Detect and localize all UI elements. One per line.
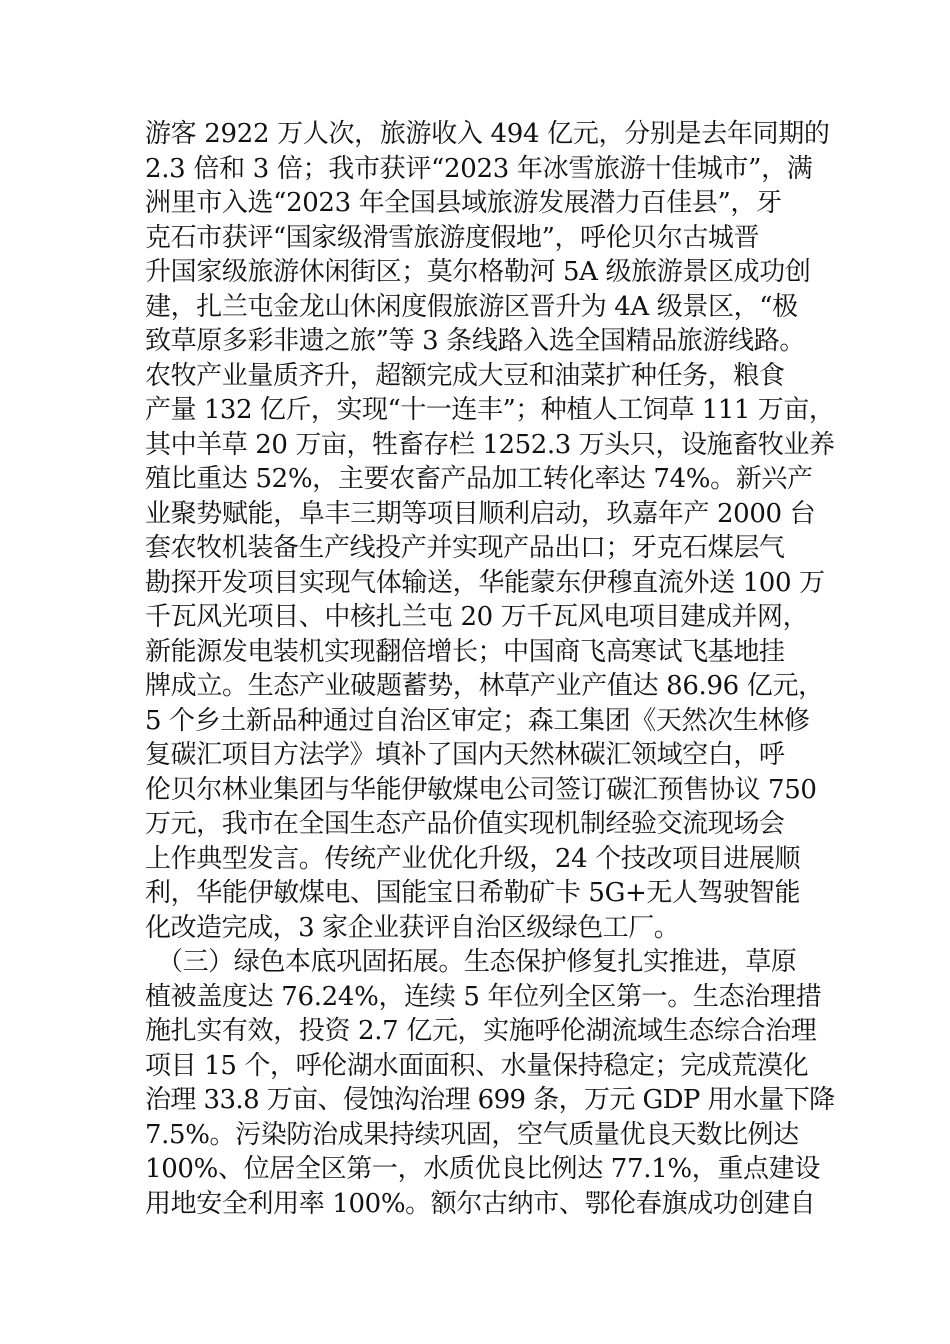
- text-line: 用地安全利用率 100%。额尔古纳市、鄂伦春旗成功创建自: [145, 1188, 816, 1219]
- text-line: 化改造完成，3 家企业获评自治区级绿色工厂。: [145, 912, 680, 943]
- text-line: （三）绿色本底巩固拓展。生态保护修复扎实推进，草原: [157, 947, 797, 977]
- text-line: 复碳汇项目方法学》填补了国内天然林碳汇领域空白，呼: [145, 740, 785, 770]
- text-line: 牌成立。生态产业破题蓄势，林草产业产值达 86.96 亿元，: [145, 671, 824, 701]
- text-line: 勘探开发项目实现气体输送，华能蒙东伊穆直流外送 100 万: [145, 567, 825, 598]
- text-line: 治理 33.8 万亩、侵蚀沟治理 699 条，万元 GDP 用水量下降: [145, 1085, 835, 1115]
- text-line: 套农牧机装备生产线投产并实现产品出口；牙克石煤层气: [145, 533, 785, 563]
- text-line: 新能源发电装机实现翻倍增长；中国商飞高寒试飞基地挂: [145, 636, 785, 667]
- text-line: 致草原多彩非遗之旅”等 3 条线路入选全国精品旅游线路。: [145, 326, 806, 356]
- text-line: 殖比重达 52%，主要农畜产品加工转化率达 74%。新兴产: [145, 464, 813, 494]
- text-line: 5 个乡土新品种通过自治区审定；森工集团《天然次生林修: [145, 705, 810, 736]
- document-body: [145, 117, 845, 1221]
- text-line: 7.5%。污染防治成果持续巩固，空气质量优良天数比例达: [145, 1119, 799, 1150]
- text-line: 千瓦风光项目、中核扎兰屯 20 万千瓦风电项目建成并网，: [145, 602, 809, 632]
- text-line: 升国家级旅游休闲街区；莫尔格勒河 5A 级旅游景区成功创: [145, 257, 811, 287]
- text-line: 植被盖度达 76.24%，连续 5 年位列全区第一。生态治理措: [145, 981, 822, 1012]
- text-line: 建，扎兰屯金龙山休闲度假旅游区晋升为 4A 级景区，“极: [145, 291, 798, 322]
- text-line: 伦贝尔林业集团与华能伊敏煤电公司签订碳汇预售协议 750: [145, 774, 817, 805]
- text-line: 项目 15 个，呼伦湖水面面积、水量保持稳定；完成荒漠化: [145, 1050, 809, 1081]
- text-line: 农牧产业量质齐升，超额完成大豆和油菜扩种任务，粮食: [145, 360, 785, 391]
- text-line: 产量 132 亿斤，实现“十一连丰”；种植人工饲草 111 万亩，: [145, 395, 835, 425]
- text-line: 游客 2922 万人次，旅游收入 494 亿元，分别是去年同期的: [145, 119, 830, 149]
- text-line: 2.3 倍和 3 倍；我市获评“2023 年冰雪旅游十佳城市”，满: [145, 153, 813, 184]
- text-line: 其中羊草 20 万亩，牲畜存栏 1252.3 万头只，设施畜牧业养: [145, 429, 835, 460]
- text-line: 克石市获评“国家级滑雪旅游度假地”，呼伦贝尔古城晋: [145, 222, 760, 253]
- text-line: 万元，我市在全国生态产品价值实现机制经验交流现场会: [145, 809, 785, 839]
- text-line: 100%、位居全区第一，水质优良比例达 77.1%，重点建设: [145, 1154, 820, 1184]
- text-line: 利，华能伊敏煤电、国能宝日希勒矿卡 5G+无人驾驶智能: [145, 878, 801, 908]
- text-line: 上作典型发言。传统产业优化升级，24 个技改项目进展顺: [145, 843, 801, 874]
- text-line: 施扎实有效，投资 2.7 亿元，实施呼伦湖流域生态综合治理: [145, 1016, 817, 1046]
- text-line: 业聚势赋能，阜丰三期等项目顺利启动，玖嘉年产 2000 台: [145, 498, 816, 529]
- text-line: 洲里市入选“2023 年全国县域旅游发展潜力百佳县”，牙: [145, 188, 782, 218]
